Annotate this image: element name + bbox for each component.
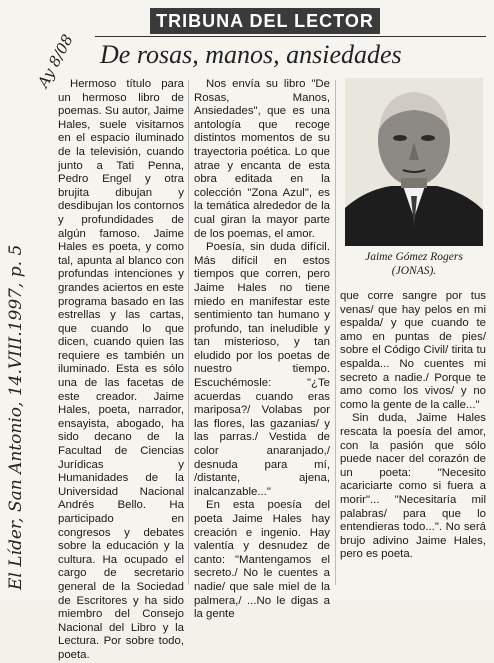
paragraph: Hermoso título para un hermoso libro de poemas. Su autor, Jaime Hales, suele visitarnos en el espacio iluminado de la televisión, cuando junto a Tati Penna, Pedro Engel y otra brujita dibujan y desdibujan los contornos y profundidades de algún famoso. Jaime Hales es poeta, y como tal, apunta al blanco con profundas intenciones y grandes aciertos en este programa basado en las estrellas y las cartas, que cuando lo que dicen, cuando quien las requiere es también un iluminado. Esta es sólo una de las facetas de este creador. Jaime Hales, poeta, narrador, ensayista, abogado, ha sido decano de la Facultad de Ciencias Jurídicas y Humanidades de la Universidad Nacional Andrés Bello. Ha participado en congresos y debates sobre la educación y la cultura. Ha ocupado el cargo de secretario general de la Sociedad de Escritores y ha sido miembro del Consejo Nacional del Libro y la Lectura. Por sobre todo, poeta. bbox=[58, 78, 185, 661]
caption-alias: (JONAS). bbox=[391, 265, 437, 277]
paragraph: Sin duda, Jaime Hales rescata la poesía del amor, con la pasión que sólo puede nacer del corazón de un poeta: "Necesito acariciarte como si fuera a morir"... "Necesitaría mil palabras/ para que lo entendieras todo...". No será brujo adivino Jaime Hales, pero es poeta. bbox=[340, 412, 486, 561]
paragraph: Nos envía su libro "De Rosas, Manos, Ansiedades", que es una antología que recoge distintos momentos de su trayectoria poética. Lo que atrae y encanta de esta obra editada en la colección "Zona Azul", es la temática alrededor de la cual giran la mayor parte de los poemas, el amor. bbox=[194, 78, 330, 240]
handwritten-reference: Ay 8/08 bbox=[34, 31, 77, 91]
paragraph: Poesía, sin duda difícil. Más difícil en estos tiempos que corren, pero Jaime Hales no tiene miedo en manifestar este sentimiento tan humano y profundo, tan ineludible y tan misterioso, y tan eludido por los poetas de nuestro tiempo. Escuchémosle: "¿Te acuerdas cuando eras mariposa?/ Volabas por las flores, las gazanias/ y las parras./ Vestida de color anaranjado,/ desnuda para mí, /distante, ajena, inalcanzable..." bbox=[194, 241, 330, 498]
column-divider bbox=[335, 80, 336, 585]
portrait-image bbox=[345, 78, 483, 246]
paragraph: que corre sangre por tus venas/ que hay pelos en mi espalda/ y que cuando te amo en puntas de pies/ sobre el Código Civil/ tirita tu espalda... No cuentes mi secreto a nadie./ Porque te amo como los vivos/ y no como la gente de la calle..." bbox=[340, 290, 486, 411]
banner-rule bbox=[95, 36, 486, 37]
photo-caption bbox=[340, 250, 488, 278]
author-photo bbox=[345, 78, 483, 246]
column-3 bbox=[340, 290, 486, 562]
column-1 bbox=[58, 78, 184, 663]
headline: De rosas, manos, ansiedades bbox=[100, 40, 402, 69]
paragraph: En esta poesía del poeta Jaime Hales hay creación e ingenio. Hay valentía y desnudez de canto: "Mantengamos el secreto./ No le cuentes a nadie/ que sale miel de la palmera,/ ...No le digas a la gente bbox=[194, 499, 330, 621]
column-2 bbox=[194, 78, 330, 622]
section-banner: TRIBUNA DEL LECTOR bbox=[150, 8, 380, 34]
handwritten-source-note: El Líder, San Antonio, 14.VIII.1997, p. 5 bbox=[6, 244, 26, 590]
column-divider bbox=[188, 80, 189, 585]
caption-name: Jaime Gómez Rogers bbox=[365, 251, 463, 263]
